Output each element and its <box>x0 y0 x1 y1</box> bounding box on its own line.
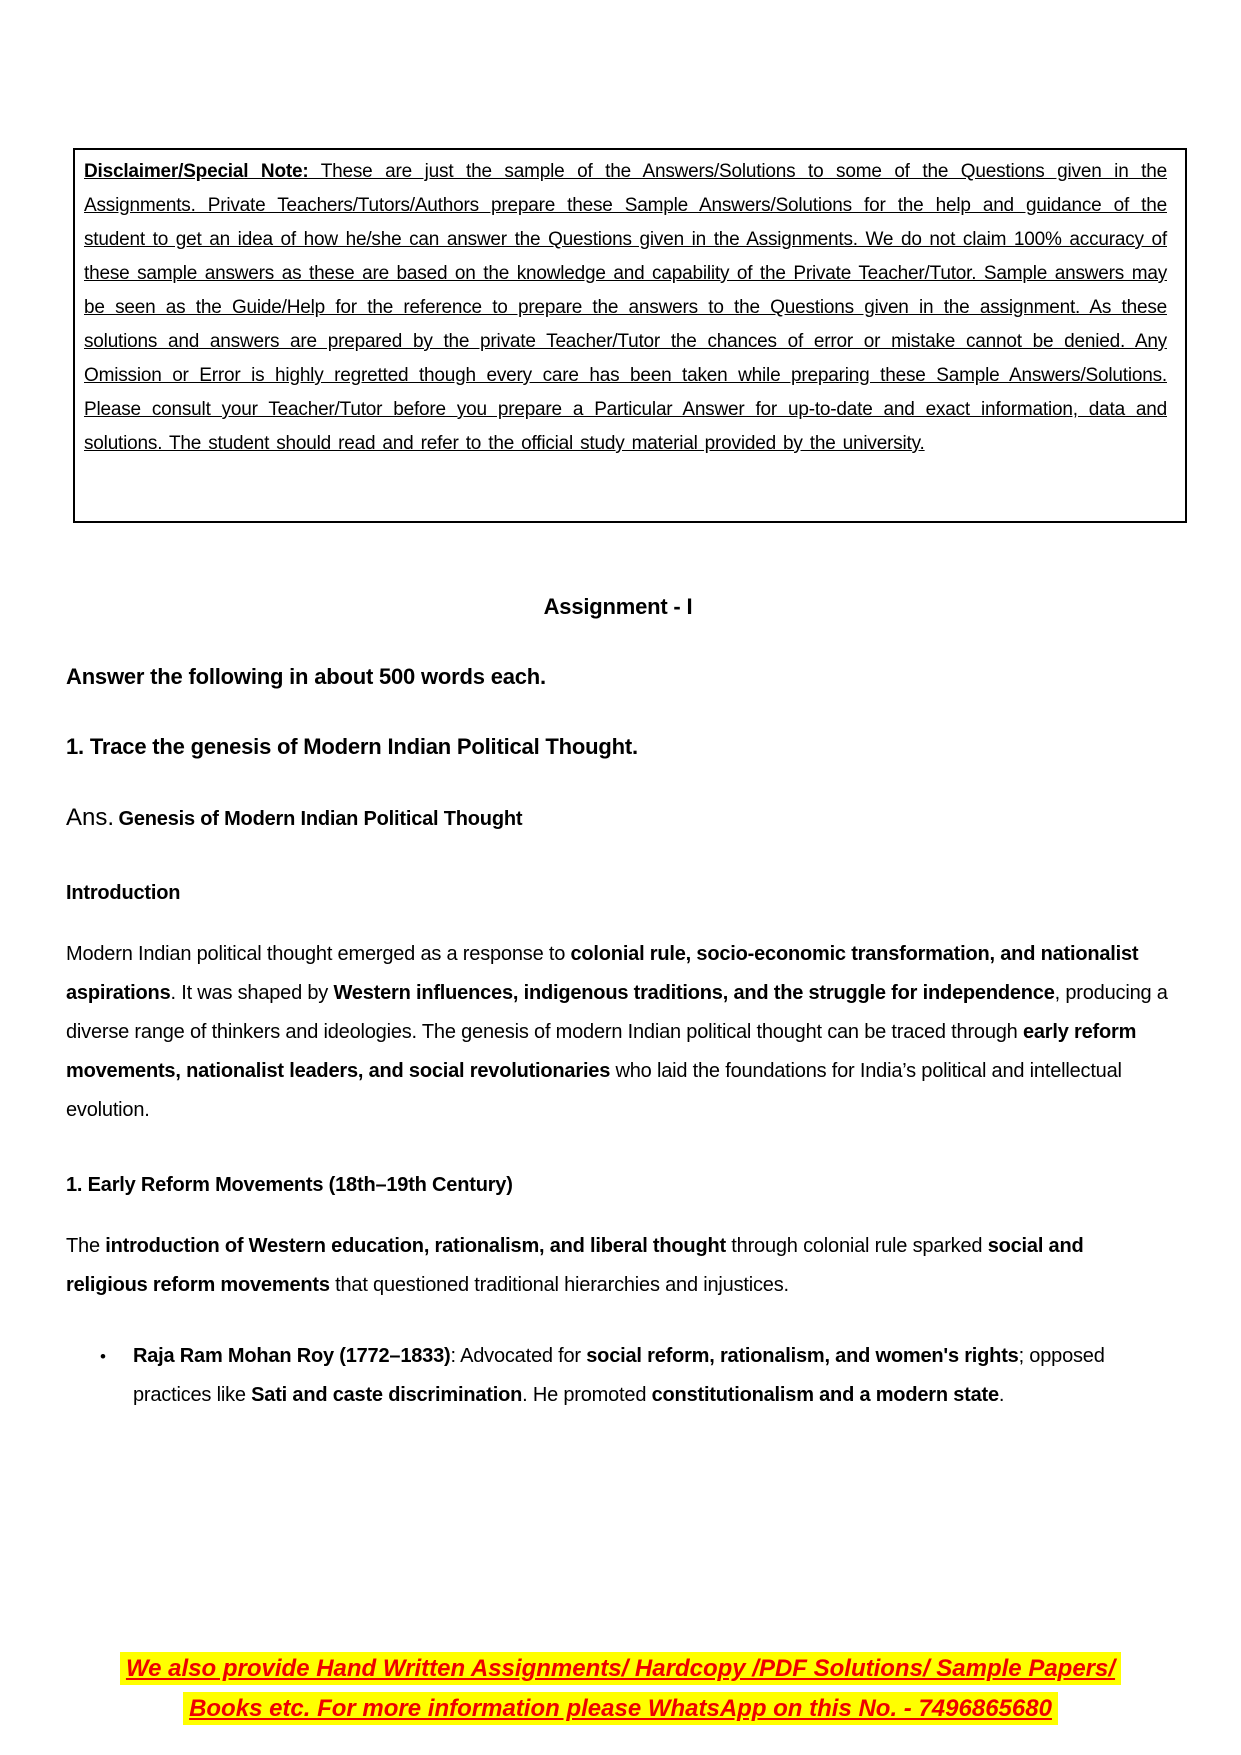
footer-note <box>0 1650 1241 1730</box>
text-run: through colonial rule sparked <box>725 1235 988 1257</box>
disclaimer-label: Disclaimer/Special Note: <box>84 161 309 182</box>
text-run: The <box>66 1235 106 1257</box>
sub-heading <box>66 878 1170 908</box>
text-run: social reform, rationalism, and women's rights <box>586 1345 1019 1367</box>
text-run: early reform movements, nationalist leaders, and social revolutionaries <box>66 1021 1137 1082</box>
footer-line-2: Books etc. For more information please WhatsApp on this No. - 7496865680 <box>183 1692 1058 1725</box>
question-heading: 1. Trace the genesis of Modern Indian Political Thought. <box>66 734 638 759</box>
footer-row <box>0 1650 1241 1690</box>
text-run: social and religious reform movements <box>66 1235 1084 1296</box>
text-run: . <box>998 1384 1005 1406</box>
disclaimer-text <box>84 155 1167 461</box>
answer-body <box>66 878 1170 1415</box>
disclaimer-body: These are just the sample of the Answers/Solutions to some of the Questions given in the Assignments. Private Teachers/Tutors/Authors prepare these Sample Answers/Solutions for the help and guidance of the student to get an idea of how he/she can answer the Questions given in the Assignments. We do not claim 100% accuracy of these sample answers as these are based on the knowledge and capability of the Private Teacher/Tutor. Sample answers may be seen as the Guide/Help for the reference to prepare the answers to the Questions given in the assignment. As these solutions and answers are prepared by the private Teacher/Tutor the chances of error or mistake cannot be denied. Any Omission or Error is highly regretted though every care has been taken while preparing these Sample Answers/Solutions. Please consult your Teacher/Tutor before you prepare a Particular Answer for up-to-date and exact information, data and solutions. The student should read and refer to the official study material provided by the university. <box>84 161 1167 454</box>
instruction-heading: Answer the following in about 500 words each. <box>66 664 546 689</box>
answer-title: Genesis of Modern Indian Political Thought <box>118 808 523 830</box>
text-run: Western influences, indigenous traditions, and the struggle for independence <box>333 982 1055 1004</box>
text-run: Sati and caste discrimination <box>251 1384 523 1406</box>
text-run: introduction of Western education, rationalism, and liberal thought <box>105 1235 726 1257</box>
bullet-item <box>66 1337 1170 1415</box>
text-run: Modern Indian political thought emerged as a response to <box>66 943 571 965</box>
bullet-icon: • <box>100 1347 106 1366</box>
text-run: , producing a diverse range of thinkers and ideologies. The genesis of modern Indian political thought can be traced through <box>66 982 1168 1043</box>
disclaimer-box <box>73 148 1187 523</box>
text-run: . It was shaped by <box>170 982 334 1004</box>
text-run: colonial rule, socio-economic transformation, and nationalist aspirations <box>66 943 1139 1004</box>
text-run: Raja Ram Mohan Roy (1772–1833) <box>133 1345 451 1367</box>
text-run: ; opposed practices like <box>133 1345 1105 1406</box>
answer-heading-line <box>66 801 1241 838</box>
text-run: constitutionalism and a modern state <box>651 1384 999 1406</box>
body-paragraph <box>66 935 1170 1130</box>
text-run: 1. Early Reform Movements (18th–19th Century) <box>66 1174 513 1196</box>
assignment-title: Assignment - I <box>543 594 693 619</box>
body-paragraph <box>66 1227 1170 1305</box>
text-run: : Advocated for <box>450 1345 587 1367</box>
text-run: Introduction <box>66 882 181 904</box>
text-run: who laid the foundations for India’s political and intellectual evolution. <box>66 1060 1122 1121</box>
answer-label: Ans <box>66 804 108 831</box>
sub-heading <box>66 1170 1170 1200</box>
text-run: that questioned traditional hierarchies and injustices. <box>329 1274 789 1296</box>
footer-line-1: We also provide Hand Written Assignments/ Hardcopy /PDF Solutions/ Sample Papers/ <box>120 1652 1121 1685</box>
bullet-text <box>133 1337 1170 1415</box>
footer-row <box>0 1690 1241 1730</box>
answer-separator: . <box>107 804 115 831</box>
text-run: . He promoted <box>522 1384 652 1406</box>
